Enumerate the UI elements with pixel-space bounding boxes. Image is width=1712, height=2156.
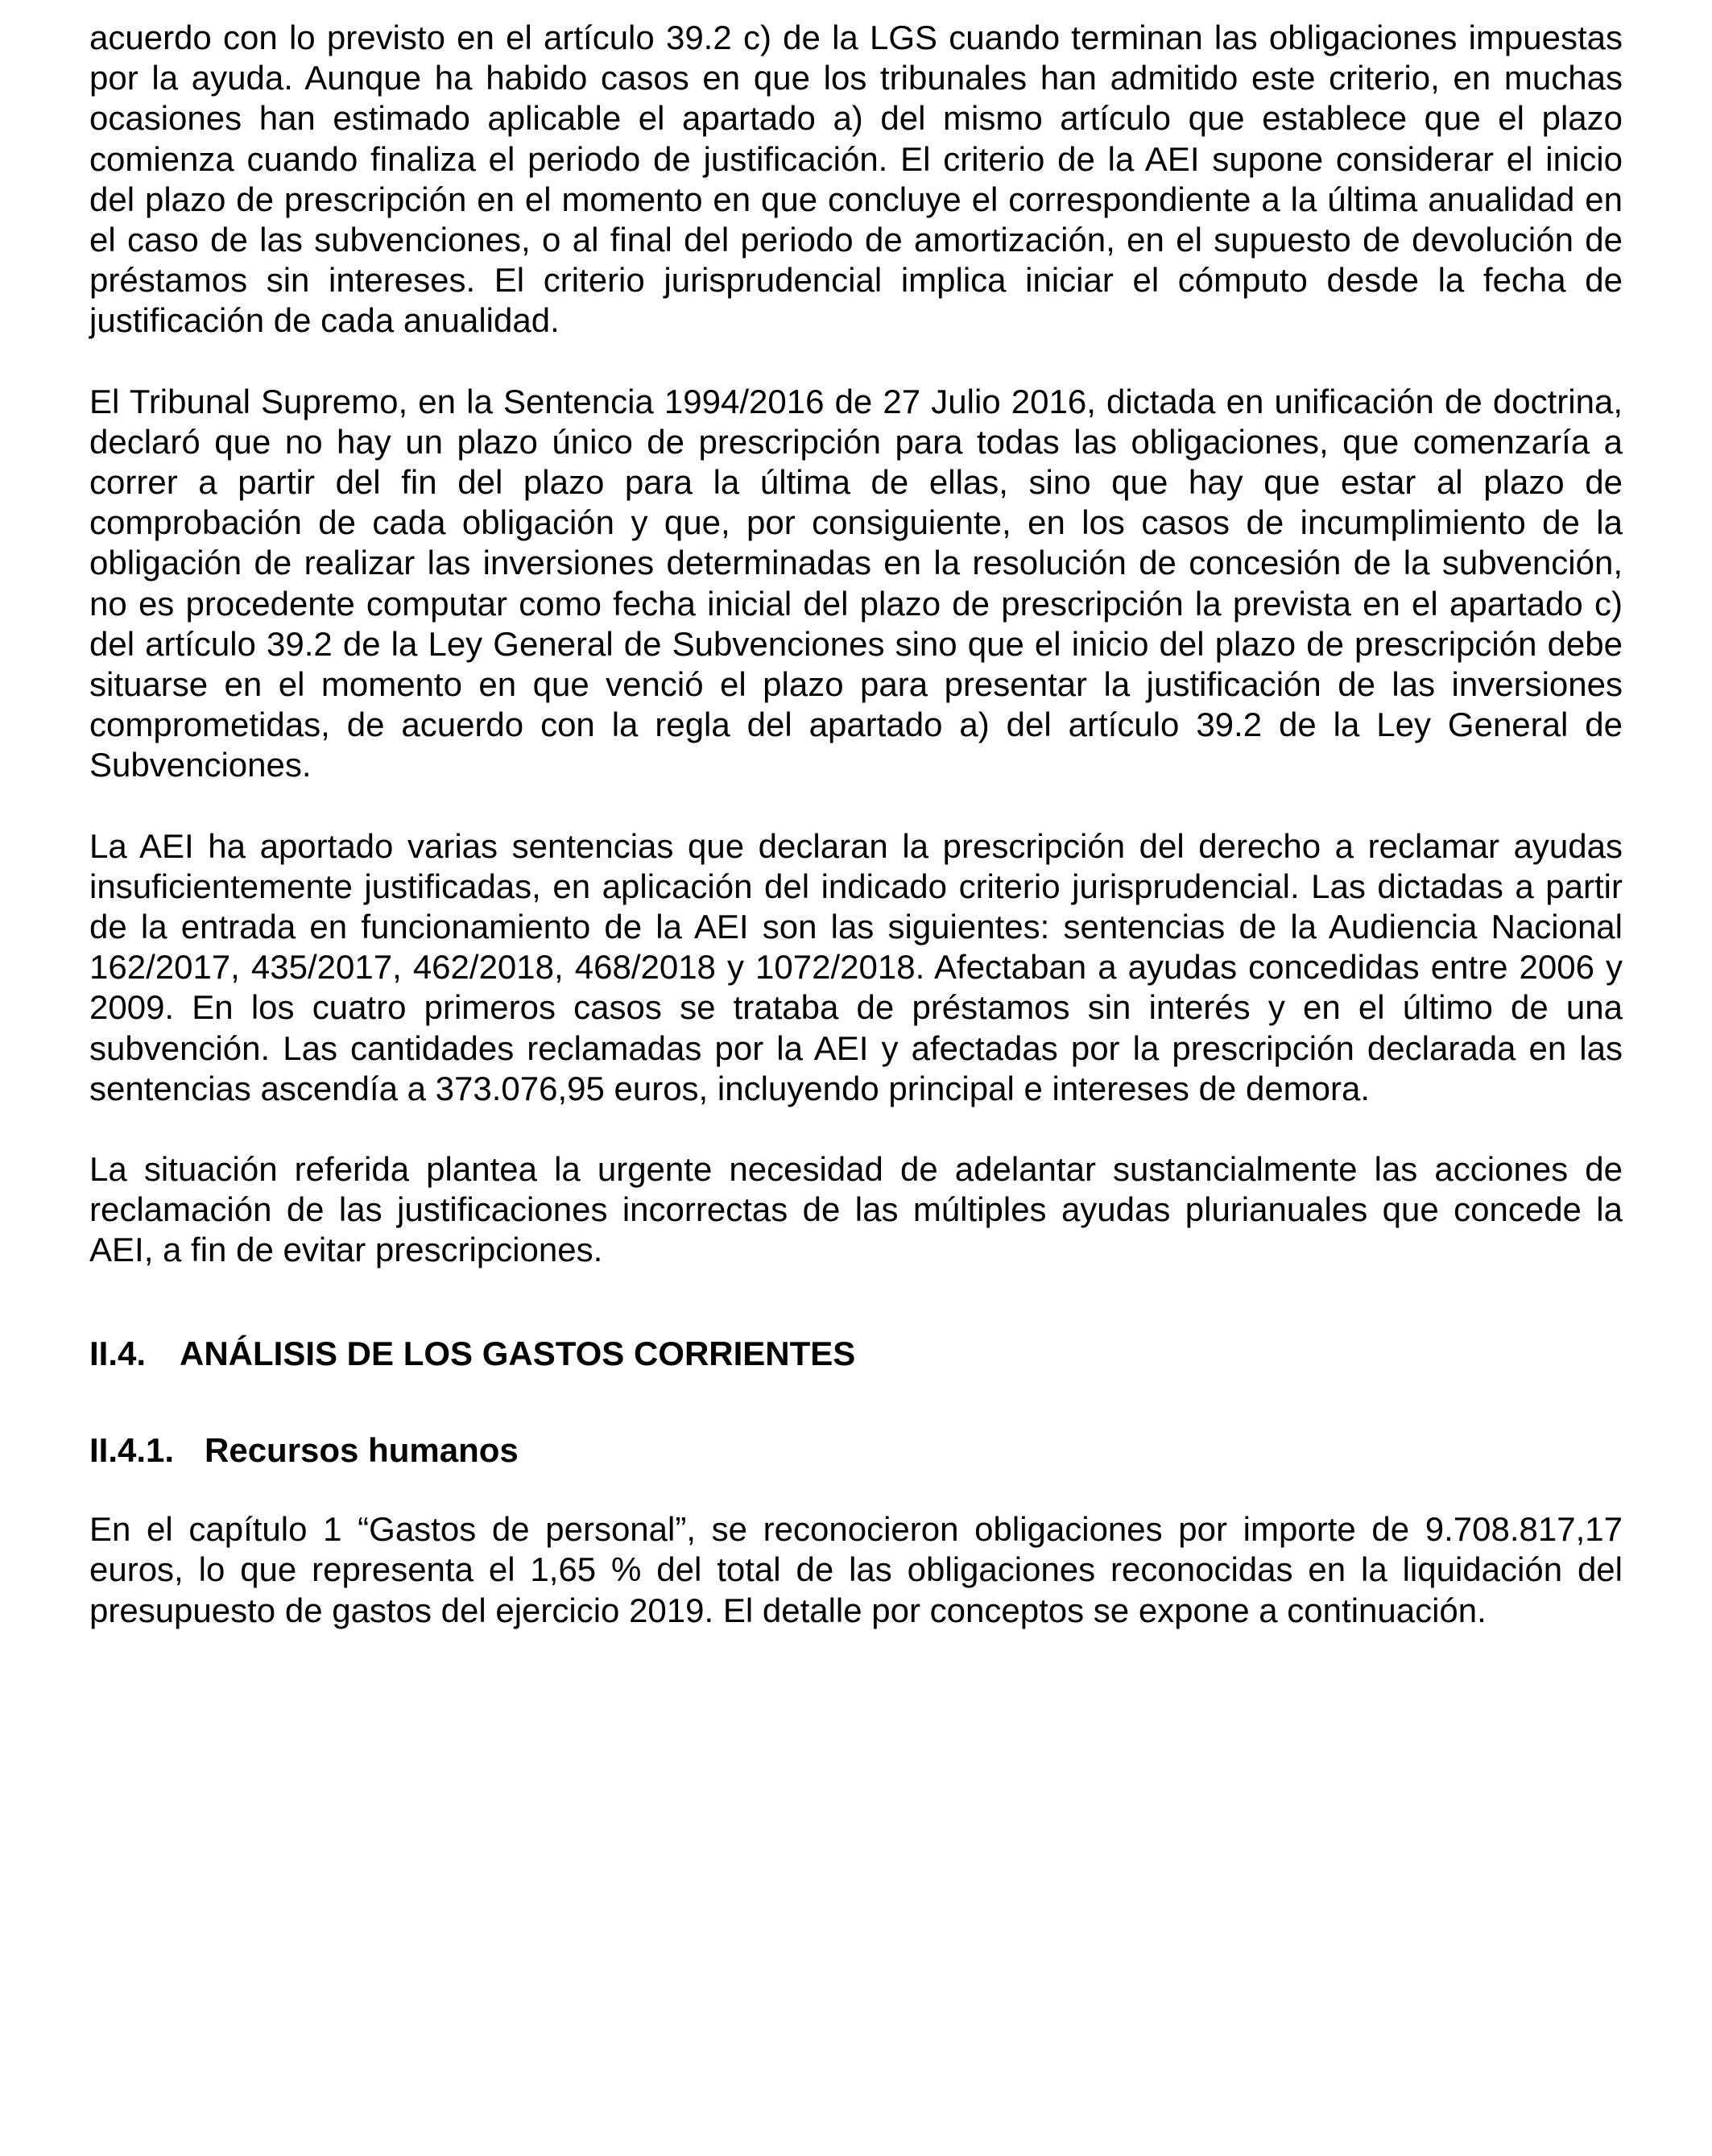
paragraph-prescription-criteria: acuerdo con lo previsto en el artículo 39.2 c) de la LGS cuando terminan las obligaciones impuestas por la ayuda. Aunque ha habido casos en que los tribunales han admitido este criterio, en muchas ocasiones han estimado aplicable el apartado a) del mismo artículo que establece que el plazo comienza cuando finaliza el periodo de justificación. El criterio de la AEI supone considerar el inicio del plazo de prescripción en el momento en que concluye el correspondiente a la última anualidad en el caso de las subvenciones, o al final del periodo de amortización, en el supuesto de devolución de préstamos sin intereses. El criterio jurisprudencial implica iniciar el cómputo desde la fecha de justificación de cada anualidad. [89, 19, 1623, 340]
document-body [89, 18, 1623, 1631]
paragraph-supreme-court-ruling: El Tribunal Supremo, en la Sentencia 1994/2016 de 27 Julio 2016, dictada en unificación de doctrina, declaró que no hay un plazo único de prescripción para todas las obligaciones, que comenzaría a correr a partir del fin del plazo para la última de ellas, sino que hay que estar al plazo de comprobación de cada obligación y que, por consiguiente, en los casos de incumplimiento de la obligación de realizar las inversiones determinadas en la resolución de concesión de la subvención, no es procedente computar como fecha inicial del plazo de prescripción la prevista en el apartado c) del artículo 39.2 de la Ley General de Subvenciones sino que el inicio del plazo de prescripción debe situarse en el momento en que venció el plazo para presentar la justificación de las inversiones comprometidas, de acuerdo con la regla del apartado a) del artículo 39.2 de la Ley General de Subvenciones. [89, 382, 1623, 784]
paragraph-court-sentences: La AEI ha aportado varias sentencias que declaran la prescripción del derecho a reclamar ayudas insuficientemente justificadas, en aplicación del indicado criterio jurisprudencial. Las dictadas a partir de la entrada en funcionamiento de la AEI son las siguientes: sentencias de la Audiencia Nacional 162/2017, 435/2017, 462/2018, 468/2018 y 1072/2018. Afectaban a ayudas concedidas entre 2006 y 2009. En los cuatro primeros casos se trataba de préstamos sin interés y en el último de una subvención. Las cantidades reclamadas por la AEI y afectadas por la prescripción declarada en las sentencias ascendía a 373.076,95 euros, incluyendo principal e intereses de demora. [89, 826, 1623, 1107]
paragraph-urgent-need: La situación referida plantea la urgente necesidad de adelantar sustancialmente las acciones de reclamación de las justificaciones incorrectas de las múltiples ayudas plurianuales que concede la AEI, a fin de evitar prescripciones. [89, 1150, 1623, 1269]
subsection-title: Recursos humanos [205, 1430, 519, 1469]
subsection-number: II.4.1. [89, 1430, 175, 1469]
section-heading [89, 1334, 1623, 1374]
paragraph-personnel-expenses: En el capítulo 1 “Gastos de personal”, se reconocieron obligaciones por importe de 9.708.817,17 euros, lo que representa el 1,65 % del total de las obligaciones reconocidas en la liquidación del presupuesto de gastos del ejercicio 2019. El detalle por conceptos se expone a continuación. [89, 1510, 1623, 1629]
section-number: II.4. [89, 1334, 147, 1372]
section-title: ANÁLISIS DE LOS GASTOS CORRIENTES [180, 1334, 856, 1372]
subsection-heading [89, 1430, 1623, 1471]
